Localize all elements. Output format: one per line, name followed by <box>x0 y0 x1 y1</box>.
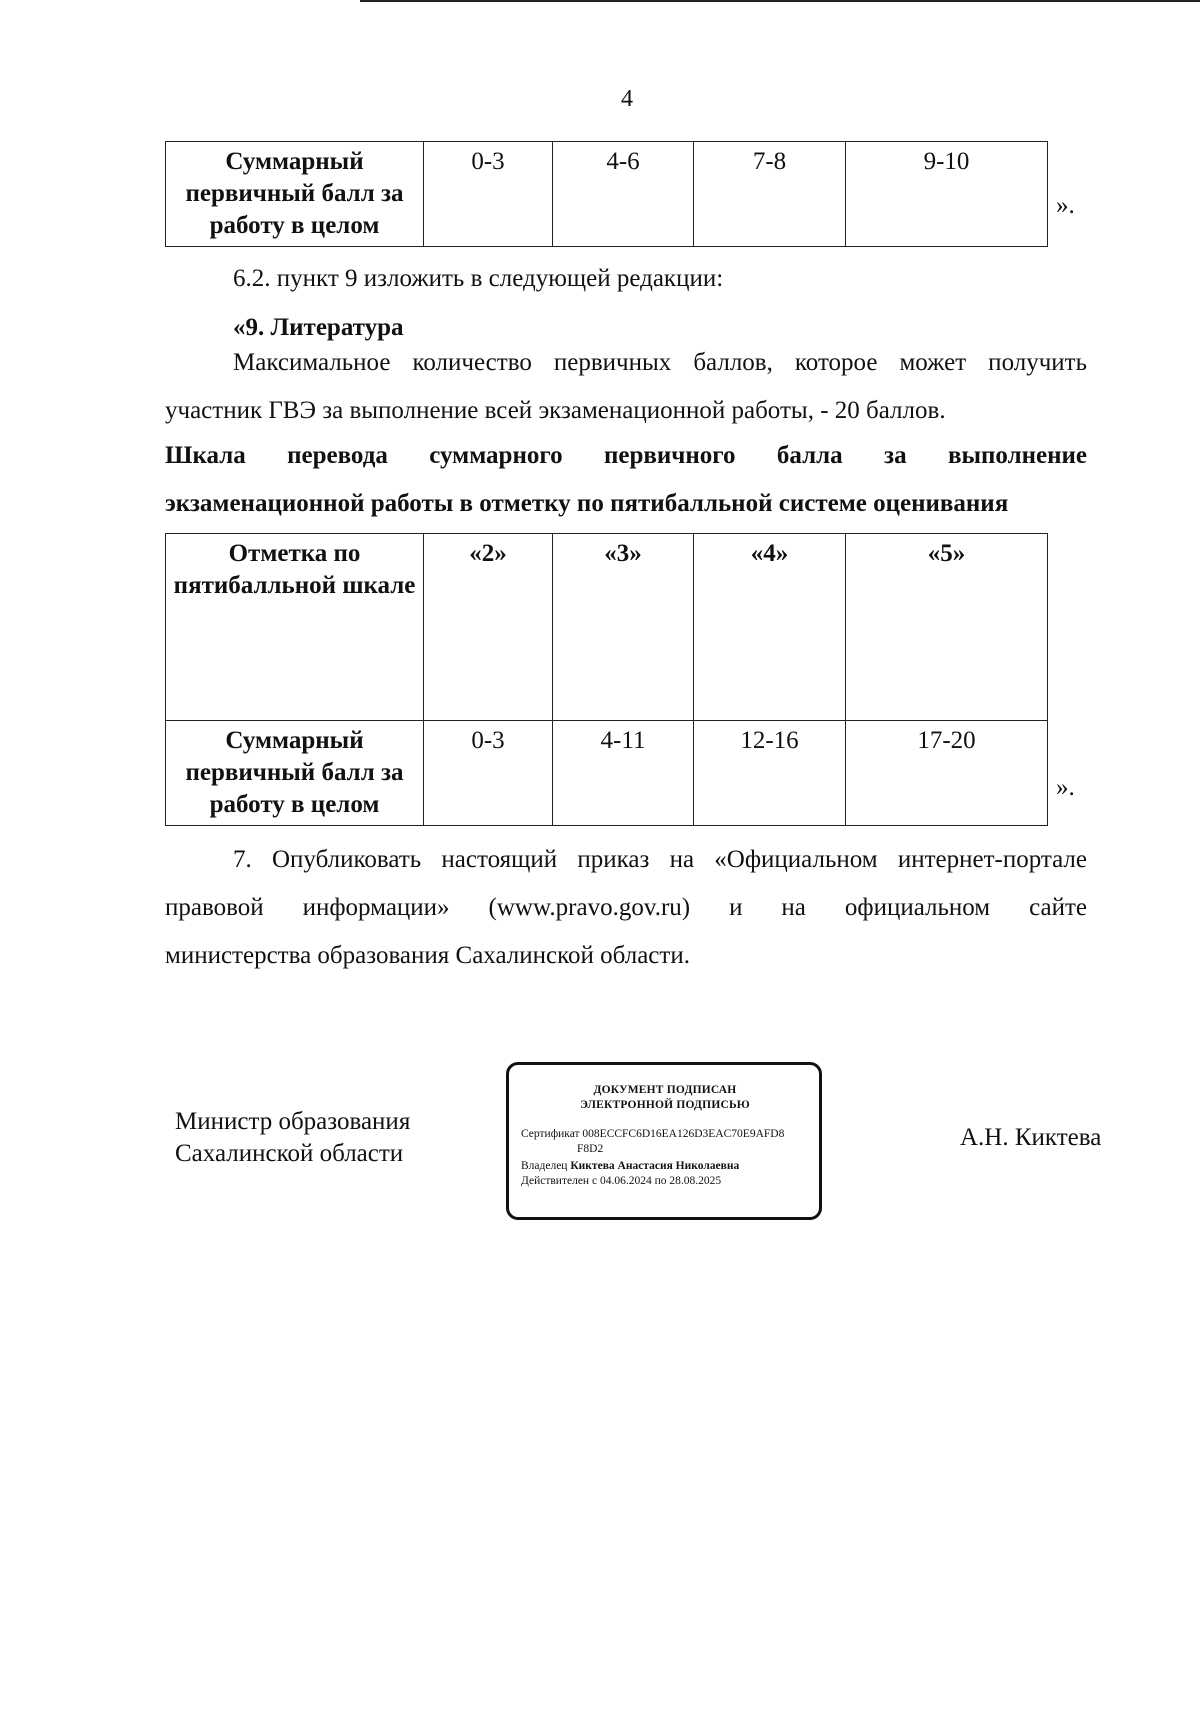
stamp-validity: Действителен с 04.06.2024 по 28.08.2025 <box>521 1175 722 1187</box>
row-header: Суммарный первичный балл за работу в целом <box>166 721 424 826</box>
table-cell: 7-8 <box>694 142 846 247</box>
table-row <box>166 534 1048 721</box>
position-line: Сахалинской области <box>175 1140 404 1167</box>
table-row <box>166 721 1048 826</box>
certificate-value-continued: F8D2 <box>577 1143 604 1155</box>
electronic-signature-stamp <box>506 1062 822 1220</box>
grade-cell: «5» <box>846 534 1048 721</box>
publish-text: 7. Опубликовать настоящий приказ на «Официальном интернет-портале <box>233 846 1087 873</box>
table-row <box>166 142 1048 247</box>
certificate-value: 008ECCFC6D16EA126D3EAC70E9AFD8 <box>582 1128 785 1140</box>
grade-cell: «4» <box>694 534 846 721</box>
closing-quote: ». <box>1056 192 1075 219</box>
grade-conversion-table <box>165 533 1048 826</box>
stamp-owner <box>521 1159 809 1174</box>
max-score-text-continued: участник ГВЭ за выполнение всей экзаменационной работы, - 20 баллов. <box>165 397 946 424</box>
scale-title: Шкала перевода суммарного первичного балла за выполнение <box>165 442 1087 469</box>
row-header: Отметка по пятибалльной шкале <box>166 534 424 721</box>
scale-title-continued: экзаменационной работы в отметку по пятибалльной системе оценивания <box>165 490 1009 517</box>
top-border-line <box>360 0 1200 2</box>
page-number: 4 <box>621 86 633 112</box>
score-cell: 4-11 <box>553 721 694 826</box>
stamp-title: ДОКУМЕНТ ПОДПИСАН <box>593 1084 737 1096</box>
score-cell: 12-16 <box>694 721 846 826</box>
stamp-certificate <box>521 1127 809 1142</box>
position-line: Министр образования <box>175 1108 411 1135</box>
score-cell: 0-3 <box>424 721 553 826</box>
score-table-continuation <box>165 141 1048 247</box>
signatory-name: А.Н. Киктева <box>960 1124 1102 1151</box>
grade-cell: «3» <box>553 534 694 721</box>
grade-cell: «2» <box>424 534 553 721</box>
row-header: Суммарный первичный балл за работу в целом <box>166 142 424 247</box>
publish-text-continued: правовой информации» (www.pravo.gov.ru) и на официальном сайте <box>165 894 1087 921</box>
table-cell: 4-6 <box>553 142 694 247</box>
section-title: «9. Литература <box>233 314 404 341</box>
owner-name: Киктева Анастасия Николаевна <box>570 1160 740 1172</box>
stamp-title: ЭЛЕКТРОННОЙ ПОДПИСЬЮ <box>580 1099 750 1111</box>
score-cell: 17-20 <box>846 721 1048 826</box>
certificate-label: Сертификат <box>521 1128 580 1140</box>
closing-quote: ». <box>1056 774 1075 801</box>
amendment-text: 6.2. пункт 9 изложить в следующей редакции: <box>233 265 724 292</box>
table-cell: 0-3 <box>424 142 553 247</box>
max-score-text: Максимальное количество первичных баллов, которое может получить <box>233 349 1087 376</box>
owner-label: Владелец <box>521 1160 568 1172</box>
publish-text-end: министерства образования Сахалинской области. <box>165 942 690 969</box>
table-cell: 9-10 <box>846 142 1048 247</box>
signatory-position <box>175 1106 410 1170</box>
